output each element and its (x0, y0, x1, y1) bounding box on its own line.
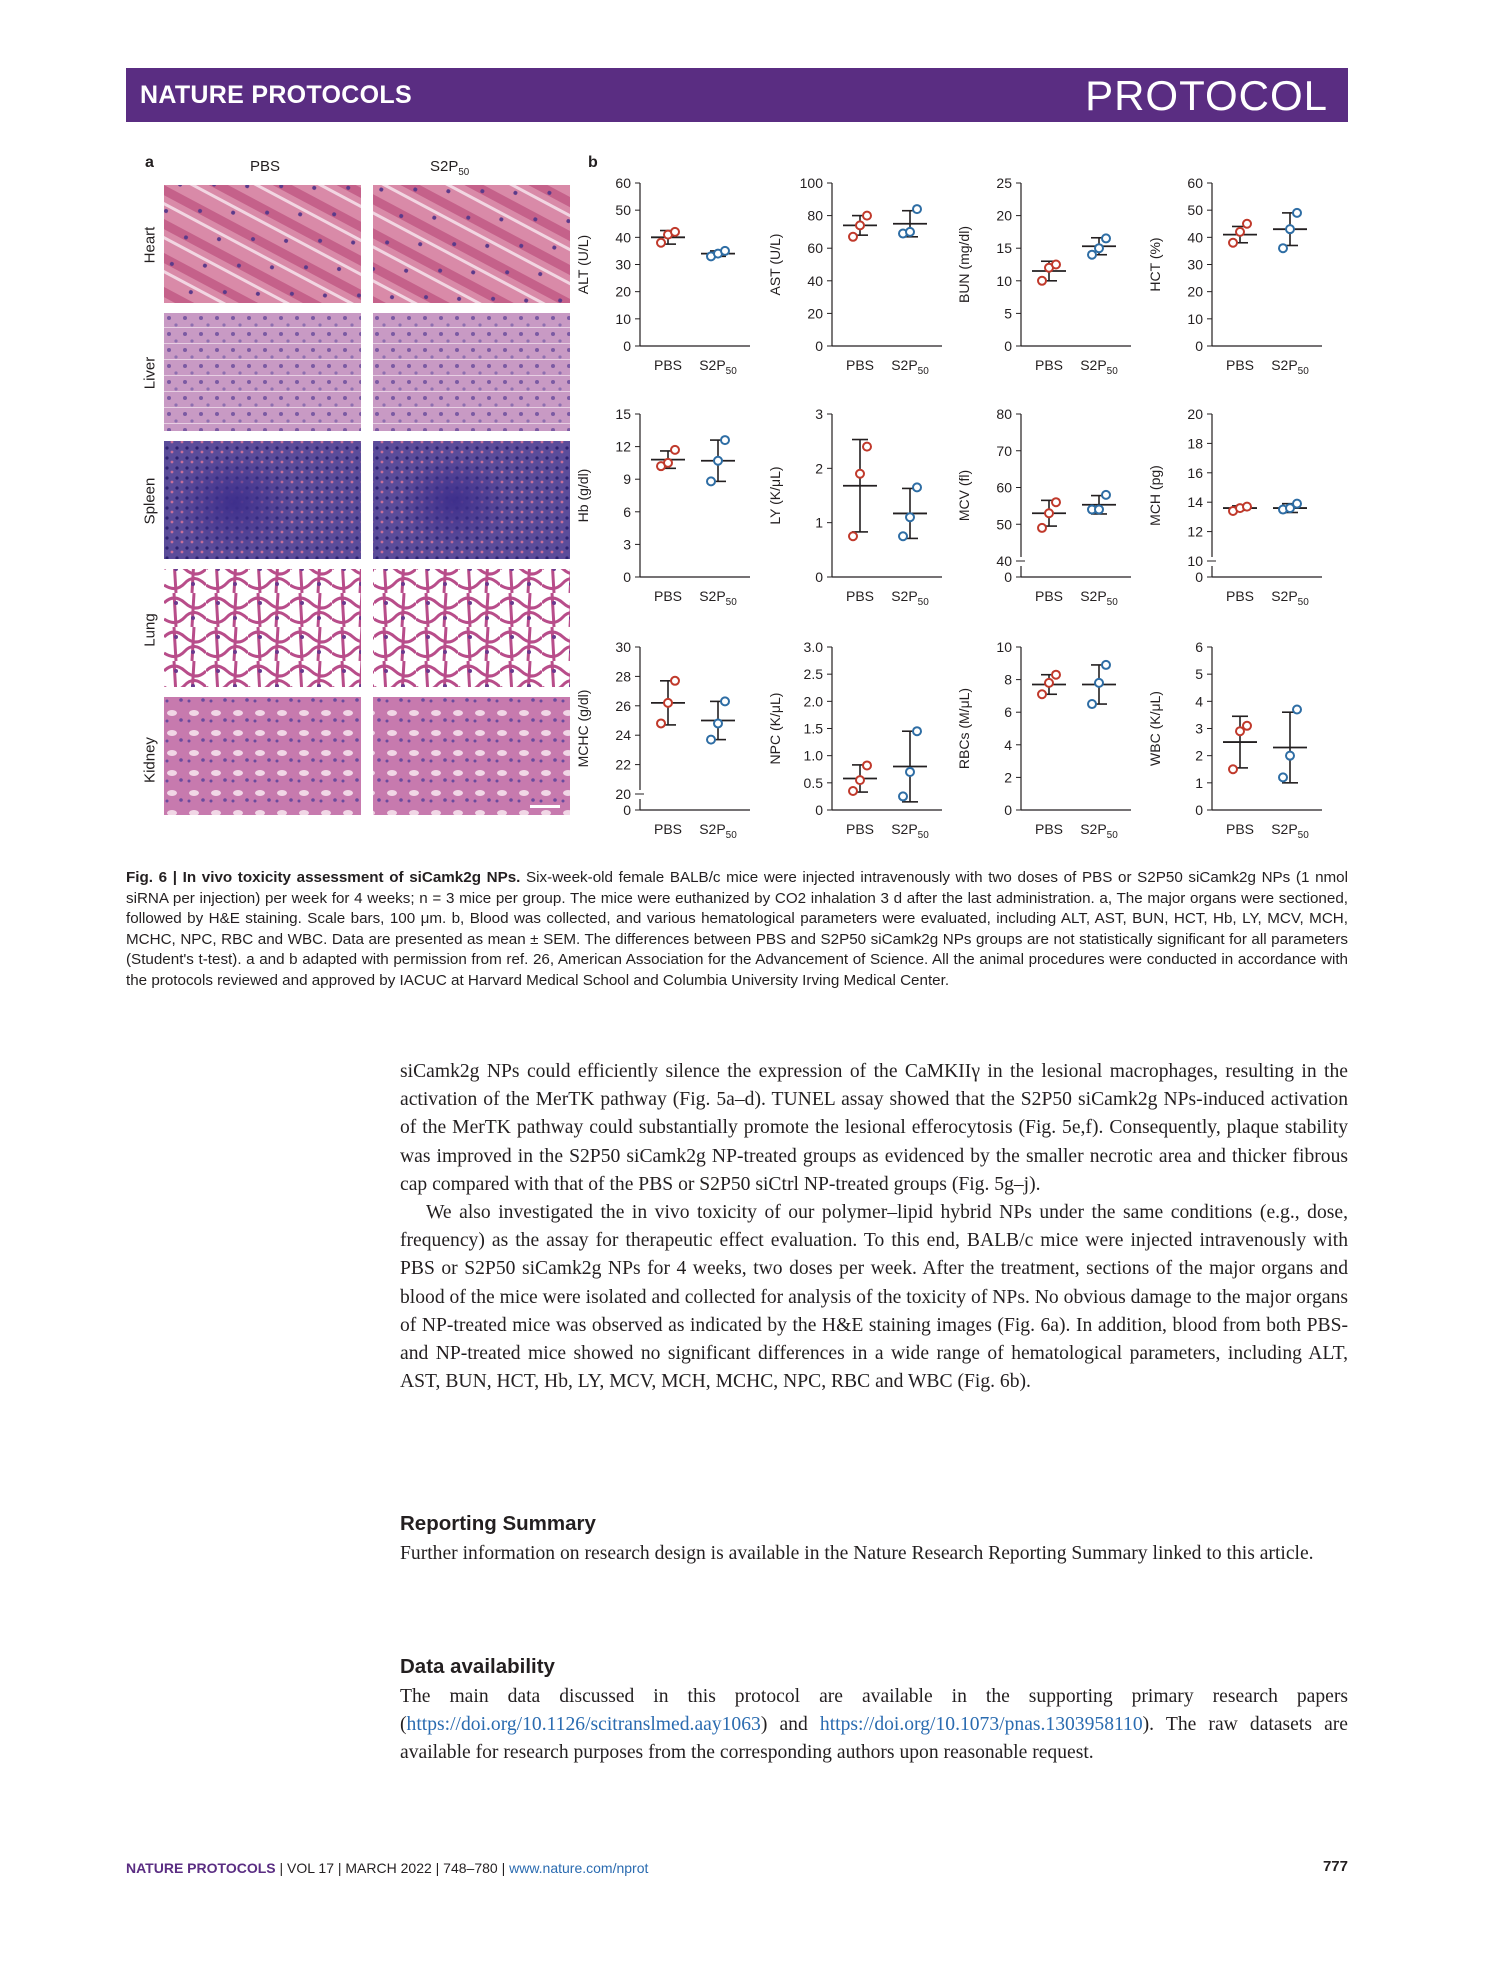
data-point (899, 792, 907, 800)
y-tick-label: 10 (1187, 310, 1203, 327)
y-axis-label: Hb (g/dl) (575, 468, 591, 523)
reporting-summary-text (400, 1540, 1348, 1568)
data-point (863, 761, 871, 769)
data-point (1102, 661, 1110, 669)
data-point (671, 677, 679, 685)
data-point (849, 233, 857, 241)
y-axis-label: MCHC (g/dl) (575, 689, 591, 768)
y-axis-label: LY (K/μL) (767, 466, 783, 525)
x-tick-label-s2p50: $S2P_{50}$ (891, 357, 929, 377)
y-axis-label: AST (U/L) (767, 233, 783, 296)
y-tick-label: 20 (615, 283, 631, 300)
data-point (899, 532, 907, 540)
x-tick-label-pbs: PBS (1225, 821, 1255, 837)
y-tick-label: 10 (615, 310, 631, 327)
data-point (1045, 679, 1053, 687)
article-type: PROTOCOL (1085, 72, 1328, 119)
row-label-liver: Liver (141, 356, 159, 390)
data-point (1038, 690, 1046, 698)
data-point (1286, 752, 1294, 760)
y-tick-label: 60 (615, 175, 631, 191)
data-point (1095, 244, 1103, 252)
y-axis-label: WBC (K/μL) (1147, 691, 1163, 766)
y-tick-label: 20 (807, 305, 823, 322)
data-point (1038, 277, 1046, 285)
data-point (1052, 261, 1060, 269)
x-tick-label-s2p50: $S2P_{50}$ (891, 821, 929, 841)
data-point (1095, 506, 1103, 514)
data-point (1088, 251, 1096, 259)
paragraph-1: siCamk2g NPs could efficiently silence the expression of the CaMKIIγ in the lesional macrophages, resulting in the activation of the MerTK pathway (Fig. 5a–d). TUNEL assay showed that the S2P50 siCamk2g NPs-induced activation of the MerTK pathway could substantially promote the lesional efferocytosis (Fig. 5e,f). Consequently, plaque stability was improved in the S2P50 siCamk2g NP-treated groups as evidenced by the smaller necrotic area and thicker fibrous cap compared with that of the PBS or S2P50 siCtrl NP-treated groups (Fig. 5g–j). (400, 1061, 1348, 1195)
data-point (1102, 234, 1110, 242)
data-text-2: ) and (760, 1714, 820, 1736)
y-tick-label: 3 (623, 536, 631, 553)
y-tick-label: 12 (1187, 523, 1203, 540)
data-point (671, 446, 679, 454)
data-point (863, 443, 871, 451)
data-text-1: The main data discussed in this protocol are available in the supporting primary research papers ( (400, 1686, 1348, 1736)
x-tick-label-pbs: PBS (653, 821, 683, 837)
data-point (1279, 244, 1287, 252)
x-tick-label-s2p50: $S2P_{50}$ (699, 357, 737, 377)
panel-b-label: b (588, 154, 598, 171)
paragraph-2: We also investigated the in vivo toxicity of our polymer–lipid hybrid NPs under the same conditions (e.g., dose, frequency) as the assay for therapeutic effect evaluation. To this end, BALB/c mice were injected intravenously with PBS or S2P50 siCamk2g NPs for 4 weeks, two doses per week. After the treatment, sections of the major organs and blood of the mice were isolated and collected for analysis of the toxicity of NPs. No obvious damage to the major organs of NP-treated mice was observed as indicated by the H&E staining images (Fig. 6a). In addition, blood from both PBS- and NP-treated mice showed no significant differences in a wide range of hematological parameters, including ALT, AST, BUN, HCT, Hb, LY, MCV, MCH, MCHC, NPC, RBC and WBC (Fig. 6b). (400, 1202, 1348, 1393)
y-tick-label: 1.0 (803, 747, 823, 764)
y-axis-label: NPC (K/μL) (767, 692, 783, 765)
y-tick-label: 40 (1187, 229, 1203, 246)
y-tick-label: 20 (1187, 406, 1203, 422)
y-tick-label: 4 (1195, 693, 1203, 710)
data-point (863, 212, 871, 220)
data-point (1286, 225, 1294, 233)
y-tick-label: 0 (1004, 338, 1012, 354)
x-tick-label-pbs: PBS (1034, 588, 1064, 604)
y-tick-label: 26 (615, 697, 631, 714)
y-tick-label: 25 (996, 175, 1012, 191)
y-tick-label: 0 (815, 338, 823, 354)
hematology-charts (0, 0, 1489, 860)
y-tick-label: 6 (623, 503, 631, 520)
data-availability-text (400, 1683, 1348, 1768)
doi-link-1[interactable]: https://doi.org/10.1126/scitranslmed.aay1063 (406, 1714, 761, 1736)
data-point (1052, 671, 1060, 679)
y-tick-label: 1.5 (803, 720, 823, 737)
y-tick-label: 0 (1195, 338, 1203, 354)
data-point (913, 727, 921, 735)
x-tick-label-s2p50: $S2P_{50}$ (1080, 357, 1118, 377)
panel-a-label: a (145, 154, 154, 171)
reporting-summary-paragraph: Further information on research design is available in the Nature Research Reporting Summary linked to this article. (400, 1543, 1314, 1564)
y-tick-label: 50 (996, 516, 1012, 533)
y-tick-label: 70 (996, 442, 1012, 459)
col-title-pbs: PBS (250, 158, 281, 175)
data-point (707, 736, 715, 744)
data-point (707, 477, 715, 485)
figure-caption (126, 868, 1348, 992)
y-tick-label: 5 (1195, 666, 1203, 683)
y-tick-label: 12 (615, 438, 631, 455)
y-tick-label: 10 (996, 639, 1012, 655)
y-tick-label: 5 (1004, 305, 1012, 322)
x-tick-label-s2p50: $S2P_{50}$ (699, 821, 737, 841)
y-tick-label: 2 (1195, 747, 1203, 764)
y-axis-label: RBCs (M/μL) (956, 687, 972, 770)
data-point (913, 205, 921, 213)
data-point (856, 470, 864, 478)
y-tick-label: 20 (996, 207, 1012, 224)
y-tick-label: 50 (1187, 202, 1203, 219)
body-text (400, 1058, 1348, 1396)
data-point (721, 697, 729, 705)
data-point (1045, 509, 1053, 517)
footer-citation: | VOL 17 | MARCH 2022 | 748–780 | (275, 1860, 510, 1876)
data-point (906, 228, 914, 236)
data-point (856, 776, 864, 784)
data-point (1243, 503, 1251, 511)
y-tick-label: 100 (799, 175, 823, 191)
y-tick-label: 18 (1187, 435, 1203, 452)
y-tick-label: 1 (815, 514, 823, 531)
x-tick-label-s2p50: $S2P_{50}$ (891, 588, 929, 608)
y-tick-label: 80 (807, 207, 823, 224)
y-tick-label: 3 (1195, 720, 1203, 737)
y-tick-label: 40 (615, 229, 631, 246)
footer-url[interactable]: www.nature.com/nprot (509, 1860, 649, 1876)
journal-name: NATURE PROTOCOLS (140, 81, 412, 109)
reporting-summary-heading: Reporting Summary (400, 1512, 596, 1535)
data-point (849, 532, 857, 540)
y-tick-label: 4 (1004, 736, 1012, 753)
data-point (1229, 765, 1237, 773)
data-point (1236, 228, 1244, 236)
col-title-s2p50: $S2P_{50}$ (430, 158, 470, 178)
page-footer (126, 1860, 648, 1876)
data-point (714, 719, 722, 727)
data-point (1038, 524, 1046, 532)
data-point (856, 221, 864, 229)
y-tick-label: 0 (815, 569, 823, 585)
y-tick-label: 30 (1187, 256, 1203, 273)
doi-link-2[interactable]: https://doi.org/10.1073/pnas.1303958110 (819, 1714, 1143, 1736)
x-tick-label-pbs: PBS (1034, 357, 1064, 373)
y-tick-label: 40 (807, 272, 823, 289)
data-point (721, 436, 729, 444)
y-tick-label: 8 (1004, 671, 1012, 688)
y-tick-label: 30 (615, 256, 631, 273)
x-tick-label-pbs: PBS (653, 357, 683, 373)
y-axis-label: BUN (mg/dl) (956, 225, 972, 304)
x-tick-label-pbs: PBS (1225, 357, 1255, 373)
row-label-kidney: Kidney (141, 737, 159, 783)
data-point (664, 699, 672, 707)
data-point (1088, 700, 1096, 708)
x-tick-label-s2p50: $S2P_{50}$ (699, 588, 737, 608)
y-axis-label: MCH (pg) (1147, 465, 1163, 526)
data-point (1279, 773, 1287, 781)
y-tick-label: 0 (1195, 802, 1203, 818)
data-point (1095, 679, 1103, 687)
data-point (1052, 498, 1060, 506)
y-axis-label: MCV (fl) (956, 469, 972, 522)
y-tick-label: 9 (623, 471, 631, 488)
data-point (714, 457, 722, 465)
x-tick-label-pbs: PBS (845, 357, 875, 373)
x-tick-label-s2p50: $S2P_{50}$ (1080, 821, 1118, 841)
data-point (1293, 500, 1301, 508)
y-tick-label: 0 (1004, 802, 1012, 818)
x-tick-label-s2p50: $S2P_{50}$ (1080, 588, 1118, 608)
data-point (1243, 722, 1251, 730)
y-tick-label: 40 (996, 553, 1012, 569)
y-tick-label: 15 (615, 406, 631, 422)
data-point (1243, 220, 1251, 228)
y-tick-label: 60 (1187, 175, 1203, 191)
y-tick-label: 2 (815, 460, 823, 477)
y-tick-label: 2 (1004, 769, 1012, 786)
data-point (1102, 491, 1110, 499)
y-tick-label: 0 (623, 338, 631, 354)
y-tick-label: 20 (1187, 283, 1203, 300)
y-tick-label: 2.0 (803, 693, 823, 710)
y-tick-label: 0 (623, 802, 631, 818)
data-point (1293, 705, 1301, 713)
y-tick-label: 0 (815, 802, 823, 818)
y-axis-label: HCT (%) (1147, 237, 1163, 292)
data-point (671, 228, 679, 236)
data-point (906, 513, 914, 521)
y-tick-label: 30 (615, 639, 631, 655)
y-tick-label: 10 (996, 272, 1012, 289)
data-point (664, 459, 672, 467)
y-tick-label: 3 (815, 406, 823, 422)
y-tick-label: 50 (615, 202, 631, 219)
data-text-3: ). The raw datasets are available for research purposes from the corresponding authors upon reasonable request. (400, 1714, 1348, 1764)
caption-text: Six-week-old female BALB/c mice were injected intravenously with two doses of PBS or S2P50 siCamk2g NPs (1 nmol siRNA per injection) per week for 4 weeks; n = 3 mice per group. The mice were euthanized by CO2 inhalation 3 d after the last administration. a, The major organs were sectioned, followed by H&E staining. Scale bars, 100 μm. b, Blood was collected, and various hematological parameters were evaluated, including ALT, AST, BUN, HCT, Hb, LY, MCV, MCH, MCHC, NPC, RBC and WBC. Data are presented as mean ± SEM. The differences between PBS and S2P50 siCamk2g NPs groups are not statistically significant for all parameters (Student's t-test). a and b adapted with permission from ref. 26, American Association for the Advancement of Science. All the animal procedures were conducted in accordance with the protocols reviewed and approved by IACUC at Harvard Medical School and Columbia University Irving Medical Center. (126, 869, 1348, 989)
y-tick-label: 0.5 (803, 774, 823, 791)
x-tick-label-pbs: PBS (845, 821, 875, 837)
data-point (849, 787, 857, 795)
y-tick-label: 16 (1187, 464, 1203, 481)
data-point (1229, 239, 1237, 247)
y-tick-label: 6 (1004, 704, 1012, 721)
row-label-heart: Heart (141, 226, 159, 264)
page-number: 777 (1322, 1858, 1348, 1875)
y-tick-label: 0 (1195, 569, 1203, 585)
y-axis-label: ALT (U/L) (575, 234, 591, 295)
data-point (721, 247, 729, 255)
y-tick-label: 10 (1187, 553, 1203, 569)
x-tick-label-pbs: PBS (1225, 588, 1255, 604)
x-tick-label-pbs: PBS (1034, 821, 1064, 837)
data-point (657, 239, 665, 247)
data-point (657, 719, 665, 727)
data-availability-heading: Data availability (400, 1655, 555, 1678)
row-label-lung: Lung (141, 613, 159, 647)
data-point (1293, 209, 1301, 217)
y-tick-label: 6 (1195, 639, 1203, 655)
caption-title: Fig. 6 | In vivo toxicity assessment of siCamk2g NPs. (126, 869, 521, 886)
data-point (906, 768, 914, 776)
y-tick-label: 22 (615, 756, 631, 773)
y-tick-label: 14 (1187, 494, 1203, 511)
x-tick-label-s2p50: $S2P_{50}$ (1271, 588, 1309, 608)
data-point (913, 483, 921, 491)
x-tick-label-s2p50: $S2P_{50}$ (1271, 821, 1309, 841)
y-tick-label: 0 (1004, 569, 1012, 585)
y-tick-label: 80 (996, 406, 1012, 422)
y-tick-label: 28 (615, 668, 631, 685)
y-tick-label: 1 (1195, 774, 1203, 791)
row-label-spleen: Spleen (141, 477, 159, 525)
footer-journal: NATURE PROTOCOLS (126, 1860, 276, 1876)
x-tick-label-pbs: PBS (653, 588, 683, 604)
y-tick-label: 2.5 (803, 666, 823, 683)
y-tick-label: 15 (996, 240, 1012, 257)
y-tick-label: 3.0 (803, 639, 823, 655)
y-tick-label: 60 (996, 479, 1012, 496)
y-tick-label: 20 (615, 786, 631, 802)
x-tick-label-s2p50: $S2P_{50}$ (1271, 357, 1309, 377)
x-tick-label-pbs: PBS (845, 588, 875, 604)
y-tick-label: 0 (623, 569, 631, 585)
y-tick-label: 24 (615, 727, 631, 744)
y-tick-label: 60 (807, 240, 823, 257)
